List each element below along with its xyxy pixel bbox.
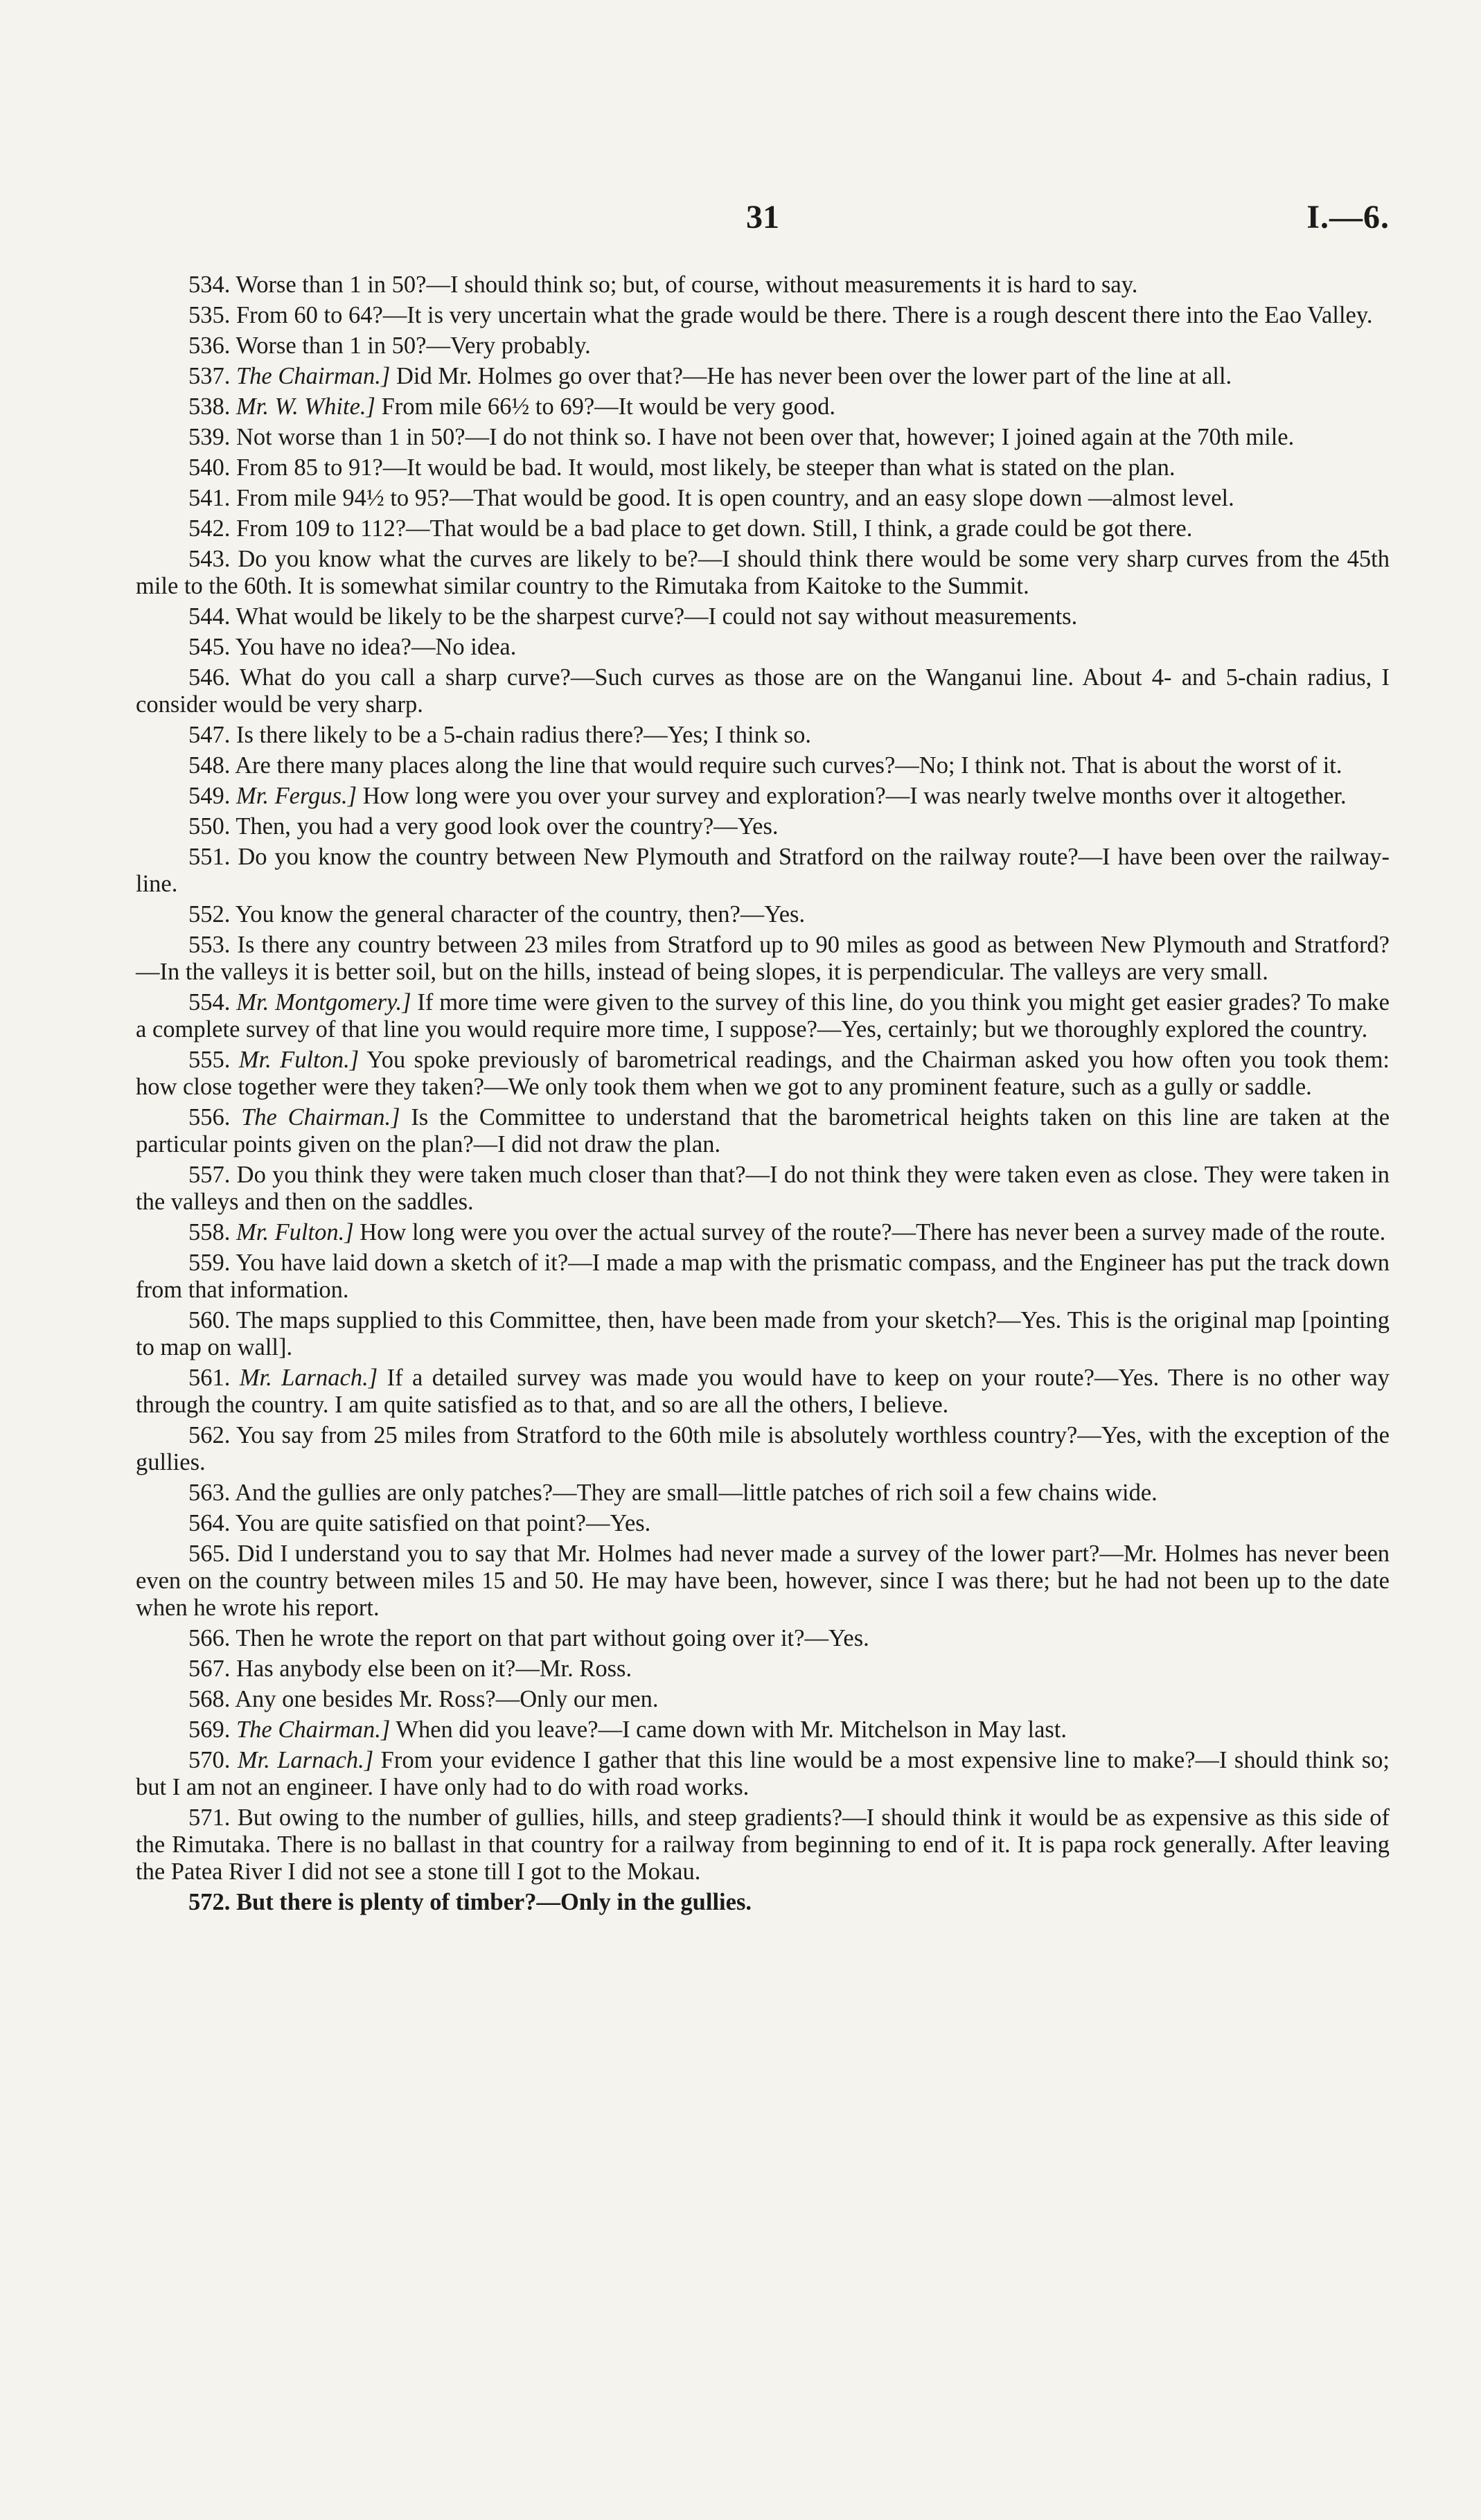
question-answer-text: Do you think they were taken much closer than that?—I do not think they were taken even as close. They were taken in the valleys and then on the saddles.	[136, 1162, 1390, 1215]
question-number: 540.	[188, 454, 231, 481]
question-answer-text: And the gullies are only patches?—They are small—little patches of rich soil a few chains wide.	[235, 1480, 1158, 1506]
question-answer-text: Not worse than 1 in 50?—I do not think so. I have not been over that, however; I joined again at the 70th mile.	[236, 424, 1295, 450]
question-answer-text: From mile 94½ to 95?—That would be good. It is open country, and an easy slope down —almost level.	[236, 485, 1234, 511]
question-answer-text: You are quite satisfied on that point?—Yes.	[235, 1510, 651, 1536]
question-paragraph	[136, 1686, 1390, 1713]
question-paragraph	[136, 813, 1390, 840]
question-paragraph	[136, 485, 1390, 512]
question-answer-text: Then he wrote the report on that part without going over it?—Yes.	[236, 1625, 869, 1651]
question-number: 565.	[188, 1541, 231, 1567]
question-answer-text: Did I understand you to say that Mr. Holmes had never made a survey of the lower part?—Mr. Holmes has never been even on the country between miles 15 and 50. He may have been, however, since I was there; but he had not been up to the date when he wrote his report.	[136, 1541, 1390, 1621]
speaker-name: The Chairman.]	[236, 1716, 391, 1743]
question-paragraph	[136, 454, 1390, 481]
question-paragraph	[136, 1480, 1390, 1507]
question-number: 566.	[188, 1625, 231, 1651]
question-answer-text: How long were you over the actual survey of the route?—There has never been a survey made of the route.	[360, 1219, 1386, 1245]
speaker-name: Mr. Montgomery.]	[236, 989, 411, 1015]
question-number: 561.	[188, 1365, 231, 1391]
question-paragraph	[136, 1250, 1390, 1304]
question-answer-text: Then, you had a very good look over the country?—Yes.	[236, 813, 779, 840]
question-number: 563.	[188, 1480, 231, 1506]
question-paragraph	[136, 1510, 1390, 1537]
question-answer-text: Is there likely to be a 5-chain radius there?—Yes; I think so.	[236, 722, 812, 748]
question-paragraph	[136, 1047, 1390, 1101]
question-number: 535.	[188, 302, 231, 328]
question-answer-text: From 85 to 91?—It would be bad. It would, most likely, be steeper than what is stated on the plan.	[236, 454, 1176, 481]
question-paragraph	[136, 664, 1390, 718]
question-number: 570.	[188, 1747, 231, 1773]
speaker-name: Mr. Larnach.]	[237, 1747, 374, 1773]
question-answer-text: Is the Committee to understand that the barometrical heights taken on this line are taken at the particular points given on the plan?—I did not draw the plan.	[136, 1104, 1390, 1157]
document-reference: I.—6.	[1306, 199, 1390, 236]
question-answer-text: But there is plenty of timber?—Only in the gullies.	[236, 1889, 752, 1915]
question-paragraph	[136, 844, 1390, 898]
question-number: 550.	[188, 813, 231, 840]
question-paragraph	[136, 1104, 1390, 1158]
question-number: 544.	[188, 603, 231, 630]
question-answer-text: From your evidence I gather that this line would be a most expensive line to make?—I should think so; but I am not an engineer. I have only had to do with road works.	[136, 1747, 1390, 1800]
question-paragraph	[136, 546, 1390, 600]
question-answer-text: The maps supplied to this Committee, then, have been made from your sketch?—Yes. This is the original map [pointing to map on wall].	[136, 1307, 1390, 1360]
question-answer-text: Do you know what the curves are likely to be?—I should think there would be some very sharp curves from the 45th mile to the 60th. It is somewhat similar country to the Rimutaka from Kaitoke to the Summit.	[136, 546, 1390, 599]
question-answer-text: Is there any country between 23 miles from Stratford up to 90 miles as good as between New Plymouth and Stratford?—In the valleys it is better soil, but on the hills, instead of being slopes, it is perpendicular. The valleys are very small.	[136, 932, 1390, 985]
question-answer-text: What would be likely to be the sharpest curve?—I could not say without measurements.	[236, 603, 1078, 630]
question-number: 556.	[188, 1104, 231, 1130]
question-answer-text: Worse than 1 in 50?—Very probably.	[236, 332, 591, 359]
question-paragraph	[136, 1422, 1390, 1476]
question-paragraph	[136, 424, 1390, 451]
page-number: 31	[746, 199, 779, 236]
question-number: 538.	[188, 393, 231, 420]
question-number: 553.	[188, 932, 231, 958]
question-number: 539.	[188, 424, 231, 450]
question-answer-text: What do you call a sharp curve?—Such curves as those are on the Wanganui line. About 4- and 5-chain radius, I consider would be very sharp.	[136, 664, 1390, 718]
question-paragraph	[136, 783, 1390, 810]
question-answer-text: From 60 to 64?—It is very uncertain what the grade would be there. There is a rough descent there into the Eao Valley.	[236, 302, 1373, 328]
question-answer-text: From mile 66½ to 69?—It would be very good.	[381, 393, 835, 420]
question-answer-text: How long were you over your survey and exploration?—I was nearly twelve months over it altogether.	[362, 783, 1347, 809]
speaker-name: The Chairman.]	[241, 1104, 400, 1130]
question-paragraph	[136, 1162, 1390, 1216]
question-paragraph	[136, 901, 1390, 928]
question-paragraph	[136, 722, 1390, 749]
question-answer-text: You have no idea?—No idea.	[235, 634, 517, 660]
question-paragraph	[136, 1889, 1390, 1916]
question-number: 557.	[188, 1162, 231, 1188]
question-number: 555.	[188, 1047, 231, 1073]
question-paragraph	[136, 1656, 1390, 1683]
speaker-name: Mr. W. White.]	[236, 393, 375, 420]
question-number: 558.	[188, 1219, 231, 1245]
question-paragraph	[136, 1219, 1390, 1246]
question-paragraph	[136, 932, 1390, 986]
evidence-transcript	[136, 272, 1390, 1919]
question-number: 560.	[188, 1307, 231, 1333]
question-number: 545.	[188, 634, 231, 660]
question-number: 569.	[188, 1716, 231, 1743]
question-paragraph	[136, 1804, 1390, 1885]
question-number: 572.	[188, 1889, 231, 1915]
question-number: 562.	[188, 1422, 231, 1448]
question-number: 547.	[188, 722, 231, 748]
question-paragraph	[136, 1747, 1390, 1801]
question-answer-text: Any one besides Mr. Ross?—Only our men.	[235, 1686, 659, 1712]
question-number: 541.	[188, 485, 231, 511]
question-number: 534.	[188, 272, 231, 298]
question-paragraph	[136, 272, 1390, 299]
question-number: 546.	[188, 664, 231, 691]
question-number: 551.	[188, 844, 231, 870]
question-number: 571.	[188, 1804, 231, 1831]
question-number: 568.	[188, 1686, 231, 1712]
page-header	[136, 198, 1390, 247]
question-answer-text: Do you know the country between New Plymouth and Stratford on the railway route?—I have been over the railway-line.	[136, 844, 1390, 897]
speaker-name: The Chairman.]	[236, 363, 391, 389]
question-answer-text: When did you leave?—I came down with Mr. Mitchelson in May last.	[396, 1716, 1067, 1743]
question-number: 543.	[188, 546, 231, 572]
question-answer-text: Worse than 1 in 50?—I should think so; but, of course, without measurements it is hard to say.	[236, 272, 1138, 298]
speaker-name: Mr. Larnach.]	[239, 1365, 378, 1391]
question-answer-text: Has anybody else been on it?—Mr. Ross.	[236, 1656, 632, 1682]
question-number: 537.	[188, 363, 231, 389]
question-number: 552.	[188, 901, 231, 928]
question-paragraph	[136, 634, 1390, 661]
question-paragraph	[136, 393, 1390, 420]
question-paragraph	[136, 302, 1390, 329]
question-answer-text: Did Mr. Holmes go over that?—He has never been over the lower part of the line at all.	[396, 363, 1232, 389]
question-answer-text: But owing to the number of gullies, hills, and steep gradients?—I should think it would be as expensive as this side of the Rimutaka. There is no ballast in that country for a railway from beginning to end of it. It is papa rock generally. After leaving the Patea River I did not see a stone till I got to the Mokau.	[136, 1804, 1390, 1885]
question-number: 542.	[188, 515, 231, 542]
question-answer-text: If more time were given to the survey of this line, do you think you might get easier grades? To make a complete survey of that line you would require more time, I suppose?—Yes, certainly; but we thoroughly explored the country.	[136, 989, 1390, 1042]
speaker-name: Mr. Fulton.]	[238, 1047, 360, 1073]
question-paragraph	[136, 1716, 1390, 1743]
question-answer-text: You have laid down a sketch of it?—I made a map with the prismatic compass, and the Engineer has put the track down from that information.	[136, 1250, 1390, 1303]
question-paragraph	[136, 1541, 1390, 1622]
question-paragraph	[136, 752, 1390, 779]
question-number: 564.	[188, 1510, 231, 1536]
question-paragraph	[136, 332, 1390, 360]
question-paragraph	[136, 515, 1390, 542]
question-paragraph	[136, 363, 1390, 390]
question-answer-text: You say from 25 miles from Stratford to the 60th mile is absolutely worthless country?—Yes, with the exception of the gullies.	[136, 1422, 1390, 1475]
question-paragraph	[136, 1365, 1390, 1419]
speaker-name: Mr. Fergus.]	[236, 783, 357, 809]
question-paragraph	[136, 989, 1390, 1043]
question-paragraph	[136, 1625, 1390, 1652]
question-answer-text: You know the general character of the country, then?—Yes.	[235, 901, 806, 928]
question-number: 536.	[188, 332, 231, 359]
question-answer-text: You spoke previously of barometrical readings, and the Chairman asked you how often you took them: how close together were they taken?—We only took them when we got to any prominent feature, such as a gully or saddle.	[136, 1047, 1390, 1100]
question-number: 549.	[188, 783, 231, 809]
question-number: 554.	[188, 989, 231, 1015]
question-paragraph	[136, 1307, 1390, 1361]
speaker-name: Mr. Fulton.]	[236, 1219, 354, 1245]
question-number: 567.	[188, 1656, 231, 1682]
question-number: 548.	[188, 752, 231, 779]
question-paragraph	[136, 603, 1390, 630]
question-answer-text: If a detailed survey was made you would have to keep on your route?—Yes. There is no other way through the country. I am quite satisfied as to that, and so are all the others, I believe.	[136, 1365, 1390, 1418]
question-answer-text: Are there many places along the line that would require such curves?—No; I think not. That is about the worst of it.	[235, 752, 1342, 779]
question-answer-text: From 109 to 112?—That would be a bad place to get down. Still, I think, a grade could be got there.	[236, 515, 1193, 542]
question-number: 559.	[188, 1250, 231, 1276]
